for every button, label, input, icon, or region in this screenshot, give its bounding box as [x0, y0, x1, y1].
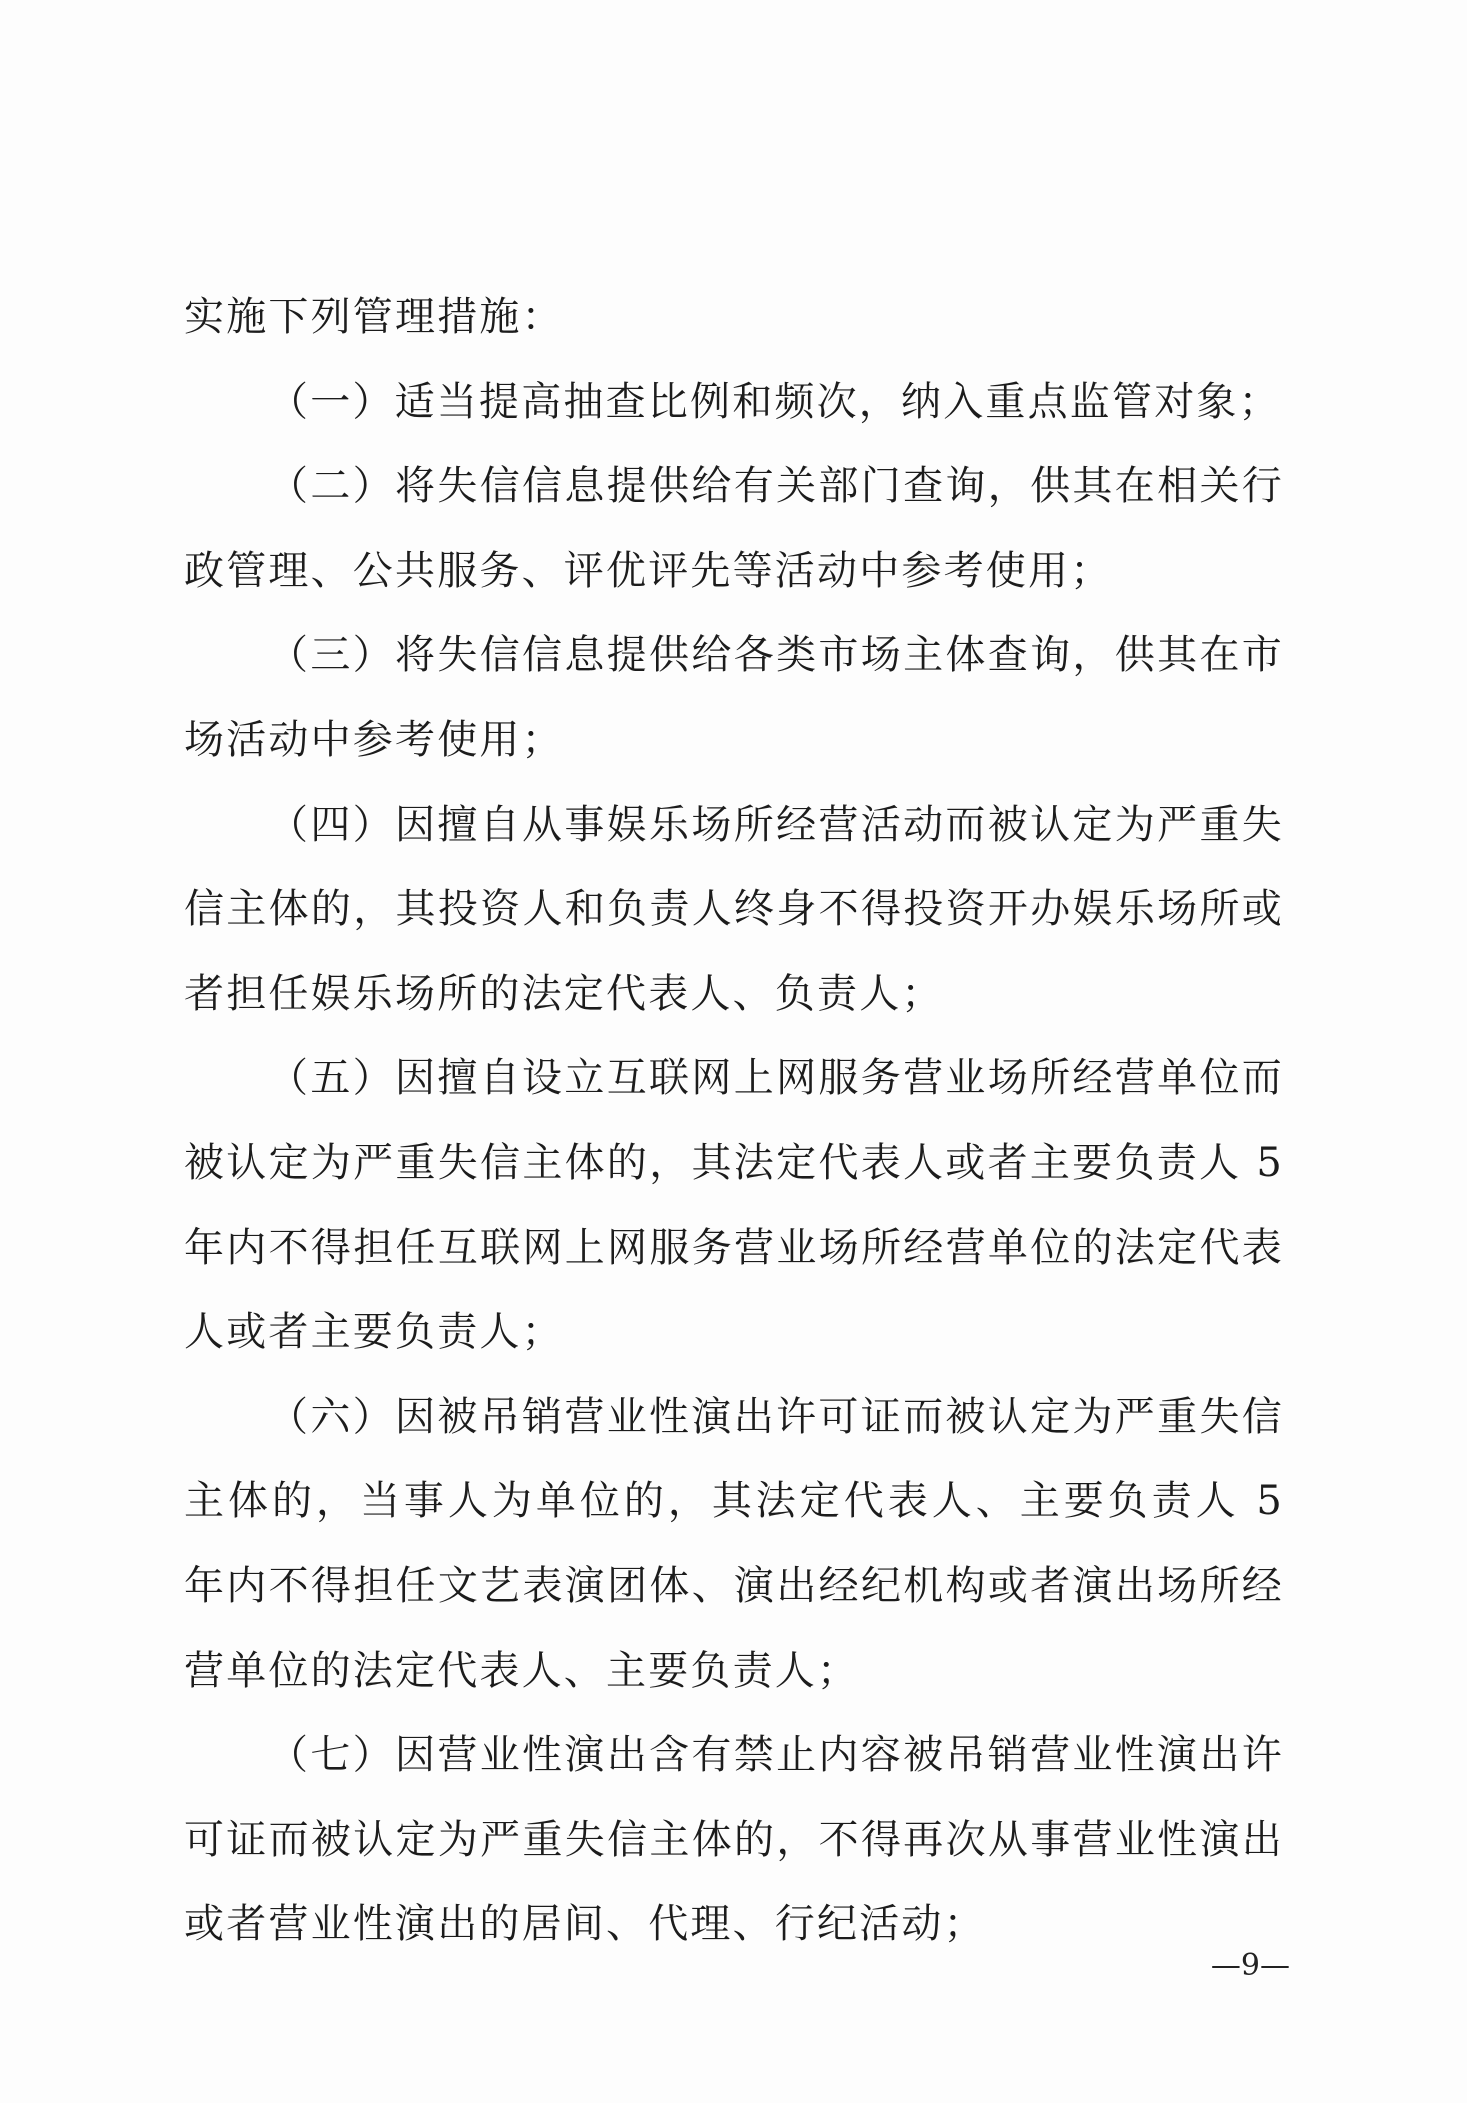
paragraph-item-5: （五）因擅自设立互联网上网服务营业场所经营单位而被认定为严重失信主体的，其法定代表人或者主要负责人 5 年内不得担任互联网上网服务营业场所经营单位的法定代表人或者主要负责人； — [184, 1055, 1284, 1356]
body-text — [184, 275, 1284, 1967]
paragraph-item-1: （一）适当提高抽查比例和频次，纳入重点监管对象； — [268, 378, 1281, 425]
paragraph-item-2: （二）将失信信息提供给有关部门查询，供其在相关行政管理、公共服务、评优评先等活动中参考使用； — [184, 463, 1284, 594]
paragraph-item-3: （三）将失信信息提供给各类市场主体查询，供其在市场活动中参考使用； — [184, 632, 1284, 763]
paragraph-item-4: （四）因擅自从事娱乐场所经营活动而被认定为严重失信主体的，其投资人和负责人终身不得投资开办娱乐场所或者担任娱乐场所的法定代表人、负责人； — [184, 801, 1284, 1017]
paragraph-intro: 实施下列管理措施： — [184, 294, 564, 340]
paragraph-item-6: （六）因被吊销营业性演出许可证而被认定为严重失信主体的，当事人为单位的，其法定代表人、主要负责人 5 年内不得担任文艺表演团体、演出经纪机构或者演出场所经营单位的法定代表人、主要负责人； — [184, 1393, 1284, 1694]
paragraph-item-7: （七）因营业性演出含有禁止内容被吊销营业性演出许可证而被认定为严重失信主体的，不得再次从事营业性演出或者营业性演出的居间、代理、行纪活动； — [184, 1732, 1284, 1948]
page-number: —9— — [1210, 1948, 1290, 1983]
